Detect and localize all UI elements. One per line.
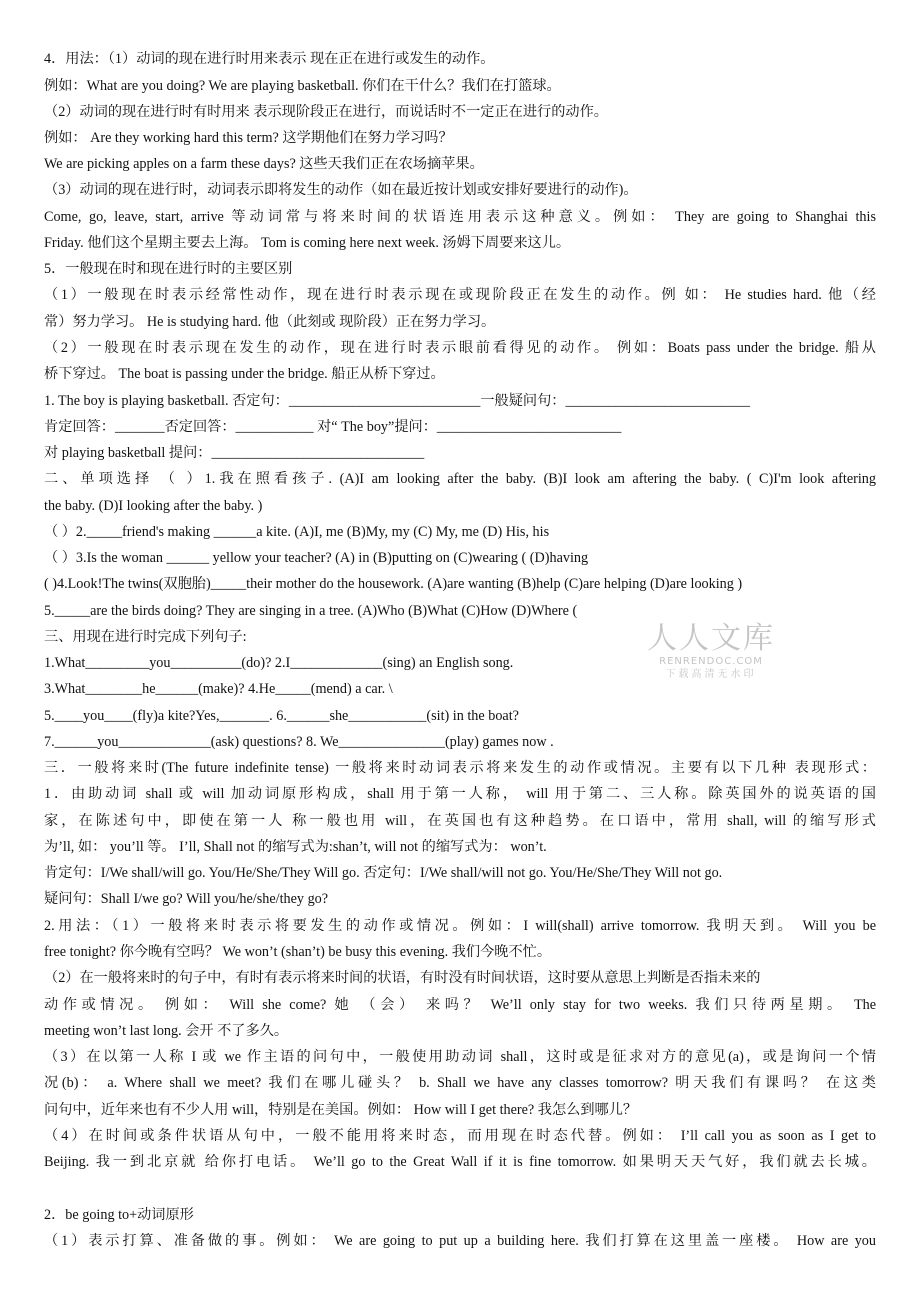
exercise-line: 1.What_________you__________(do)? 2.I_____________(sing) an English song. xyxy=(44,655,514,671)
text-line: （3）在以第一人称 I 或 we 作主语的问句中，一般使用助动词 shall，这时或是征求对方的意见(a)，或是询问一个情 xyxy=(44,1049,876,1065)
text-line: Come, go, leave, start, arrive 等动词常与将来时间的状语连用表示这种意义。例如： They are going to Shanghai this xyxy=(44,209,876,225)
exercise-line: （ ）3.Is the woman ______ yellow your teacher? (A) in (B)putting on (C)wearing ( (D)having xyxy=(44,550,589,566)
exercise-line: 肯定回答：_______否定回答：___________ 对“ The boy”提问：__________________________ xyxy=(44,419,622,435)
text-line: 1．由助动词 shall 或 will 加动词原形构成，shall 用于第一人称， will 用于第二、三人称。除英国外的说英语的国 xyxy=(44,786,876,802)
text-line: （1）一般现在时表示经常性动作，现在进行时表示现在或现阶段正在发生的动作。例 如： He studies hard. 他（经 xyxy=(44,287,876,303)
text-line: 常）努力学习。 He is studying hard. 他（此刻或 现阶段）正在努力学习。 xyxy=(44,314,496,330)
watermark-domain: RENRENDOC.COM xyxy=(659,656,763,667)
text-line: （3）动词的现在进行时，动词表示即将发生的动作（如在最近按计划或安排好要进行的动作)。 xyxy=(44,182,638,198)
watermark xyxy=(646,622,776,682)
text-line: 例如：What are you doing? We are playing basketball. 你们在干什么？我们在打篮球。 xyxy=(44,78,561,94)
exercise-line: 5._____are the birds doing? They are singing in a tree. (A)Who (B)What (C)How (D)Where ( xyxy=(44,603,578,619)
text-line: 动作或情况。 例如： Will she come? 她 （会） 来吗？ We’ll only stay for two weeks. 我们只待两星期。 The xyxy=(44,997,876,1013)
exercise-line: 对 playing basketball 提问：______________________________ xyxy=(44,445,425,461)
text-line: （2）一般现在时表示现在发生的动作，现在进行时表示眼前看得见的动作。 例如：Boats pass under the bridge. 船从 xyxy=(44,340,876,356)
text-line: 例如： Are they working hard this term? 这学期他们在努力学习吗？ xyxy=(44,130,453,146)
text-line: Beijing. 我一到北京就 给你打电话。 We’ll go to the Great Wall if it is fine tomorrow. 如果明天天气好，我们就去长城。 xyxy=(44,1154,876,1170)
text-line: 4．用法：（1）动词的现在进行时用来表示 现在正在进行或发生的动作。 xyxy=(44,51,495,67)
text-line: 为’ll, 如： you’ll 等。 I’ll, Shall not 的缩写式为:shan’t, will not 的缩写式为： won’t. xyxy=(44,839,547,855)
text-line: 家，在陈述句中，即使在第一人 称一般也用 will，在英国也有这种趋势。在口语中，常用 shall, will 的缩写形式 xyxy=(44,813,876,829)
section-heading: 5．一般现在时和现在进行时的主要区别 xyxy=(44,261,293,277)
text-line: 桥下穿过。 The boat is passing under the bridge. 船正从桥下穿过。 xyxy=(44,366,445,382)
text-line: 肯定句：I/We shall/will go. You/He/She/They Will go. 否定句：I/We shall/will not go. You/He/She/They Will not go. xyxy=(44,865,723,881)
exercise-line: 3.What________he______(make)? 4.He_____(mend) a car. \ xyxy=(44,681,393,697)
watermark-title: 人人文库 xyxy=(647,621,775,656)
text-line: （1）表示打算、准备做的事。例如： We are going to put up a building here. 我们打算在这里盖一座楼。 How are you xyxy=(44,1233,876,1249)
text-line: 况(b)： a. Where shall we meet? 我们在哪儿碰头？ b. Shall we have any classes tomorrow? 明天我们有课吗？ 在这类 xyxy=(44,1075,876,1091)
text-line: We are picking apples on a farm these days? 这些天我们正在农场摘苹果。 xyxy=(44,156,484,172)
text-line: （2）动词的现在进行时有时用来 表示现阶段正在进行，而说话时不一定正在进行的动作。 xyxy=(44,104,608,120)
text-line: 2.用法：（1）一般将来时表示将要发生的动作或情况。例如：I will(shall) arrive tomorrow. 我明天到。 Will you be xyxy=(44,918,876,934)
exercise-line: 5.____you____(fly)a kite?Yes,_______. 6.______she___________(sit) in the boat? xyxy=(44,708,519,724)
text-line: 问句中，近年来也有不少人用 will，特别是在美国。例如： How will I get there? 我怎么到哪儿？ xyxy=(44,1102,638,1118)
exercise-line: ( )4.Look!The twins(双胞胎)_____their mother do the housework. (A)are wanting (B)help (C)are helping (D)are looking ) xyxy=(44,576,743,592)
exercise-line: 二、单项选择 （ ）1.我在照看孩子. (A)I am looking after the baby. (B)I look am aftering the baby. ( C)I'm look aftering xyxy=(44,471,876,487)
text-line: free tonight? 你今晚有空吗？ We won’t (shan’t) be busy this evening. 我们今晚不忙。 xyxy=(44,944,552,960)
text-line: Friday. 他们这个星期主要去上海。 Tom is coming here next week. 汤姆下周要来这儿。 xyxy=(44,235,571,251)
section-heading: 三、用现在进行时完成下列句子: xyxy=(44,629,247,645)
exercise-line: 7.______you_____________(ask) questions? 8. We_______________(play) games now . xyxy=(44,734,554,750)
section-heading: 三．一般将来时(The future indefinite tense) 一般将来时动词表示将来发生的动作或情况。主要有以下几种 表现形式： xyxy=(44,760,876,776)
text-line: （2）在一般将来时的句子中，有时有表示将来时间的状语，有时没有时间状语，这时要从意思上判断是否指未来的 xyxy=(44,970,761,986)
exercise-line: （ ）2._____friend's making ______a kite. (A)I, me (B)My, my (C) My, me (D) His, his xyxy=(44,524,550,540)
text-line: （4）在时间或条件状语从句中，一般不能用将来时态，而用现在时态代替。例如： I’ll call you as soon as I get to xyxy=(44,1128,876,1144)
text-line: 疑问句：Shall I/we go? Will you/he/she/they go? xyxy=(44,891,329,907)
text-line: meeting won’t last long. 会开 不了多久。 xyxy=(44,1023,289,1039)
exercise-line: 1. The boy is playing basketball. 否定句：___________________________一般疑问句：__________________________ xyxy=(44,393,750,409)
section-heading: 2．be going to+动词原形 xyxy=(44,1207,194,1223)
exercise-line: the baby. (D)I looking after the baby. ) xyxy=(44,498,263,514)
watermark-slogan: 下载高清无水印 xyxy=(665,669,757,680)
